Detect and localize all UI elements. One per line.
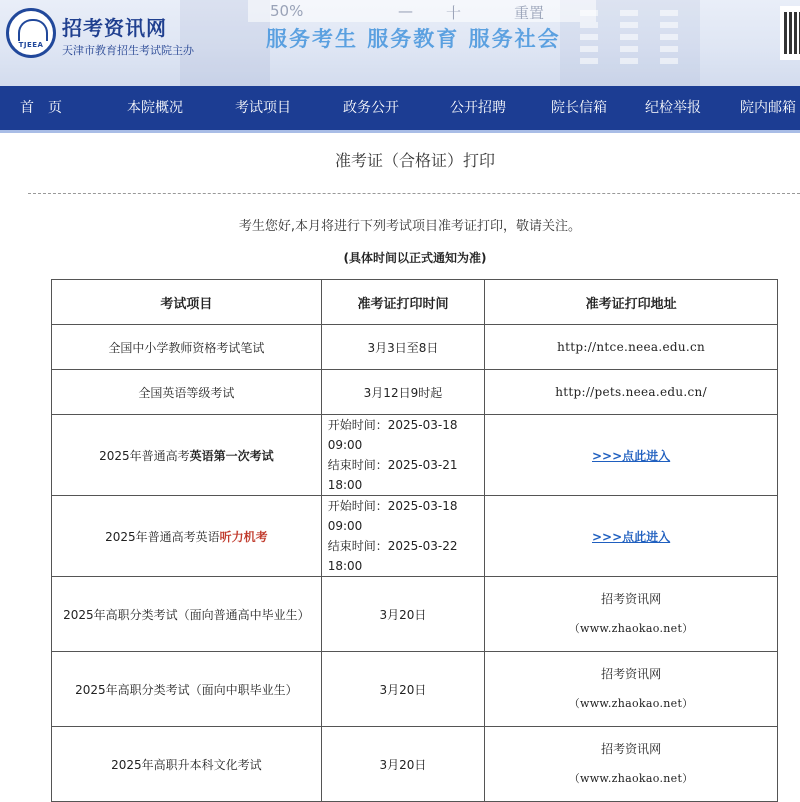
exam-name [52, 496, 322, 577]
zoom-reset-button[interactable]: 重置 [514, 4, 545, 22]
print-address [485, 496, 778, 577]
exam-name [52, 415, 322, 496]
table-row [52, 325, 778, 370]
exam-name-emphasis: 听力机考 [219, 529, 268, 544]
print-time: 3月20日 [321, 652, 484, 727]
print-time: 3月20日 [321, 727, 484, 802]
site-subtitle: 天津市教育招生考试院主办 [62, 44, 194, 57]
print-time: 3月12日9时起 [321, 370, 484, 415]
nav-item-government[interactable]: 政务公开 [343, 100, 399, 116]
time-start: 开始时间：2025-03-18 09:00 [327, 499, 458, 533]
table-row [52, 415, 778, 496]
logo-text: TJEEA [18, 41, 44, 49]
print-address: http://pets.neea.edu.cn/ [485, 370, 778, 415]
column-header-exam: 考试项目 [52, 280, 322, 325]
exam-name-emphasis: 英语第一次考试 [189, 448, 274, 463]
exam-name: 2025年高职分类考试（面向普通高中毕业生） [52, 577, 322, 652]
address-site-name: 招考资讯网 [601, 592, 662, 606]
enter-link[interactable]: >>>点此进入 [592, 529, 671, 544]
nav-item-mailbox[interactable]: 院长信箱 [551, 100, 607, 116]
print-time: 3月20日 [321, 577, 484, 652]
exam-name: 全国英语等级考试 [52, 370, 322, 415]
page-title: 准考证（合格证）打印 [334, 151, 495, 170]
table-header-row [52, 280, 778, 325]
address-site-url: （www.zhaokao.net） [568, 697, 694, 710]
address-site-name: 招考资讯网 [601, 667, 662, 681]
time-end: 结束时间：2025-03-22 18:00 [327, 539, 458, 573]
nav-item-recruitment[interactable]: 公开招聘 [450, 100, 506, 116]
site-logo-icon[interactable] [6, 8, 56, 58]
table-row [52, 652, 778, 727]
print-address [485, 652, 778, 727]
print-time [321, 496, 484, 577]
nav-item-home[interactable]: 首 页 [20, 100, 62, 116]
intro-text: 考生您好,本月将进行下列考试项目准考证打印，敬请关注。 [238, 219, 582, 234]
enter-link[interactable]: >>>点此进入 [592, 448, 671, 463]
qr-code-icon [780, 6, 800, 60]
print-address [485, 415, 778, 496]
print-address [485, 577, 778, 652]
print-time: 3月3日至8日 [321, 325, 484, 370]
address-site-url: （www.zhaokao.net） [568, 772, 694, 785]
nav-item-report[interactable]: 纪检举报 [645, 100, 701, 116]
exam-name: 2025年高职升本科文化考试 [52, 727, 322, 802]
exam-name: 全国中小学教师资格考试笔试 [52, 325, 322, 370]
site-name[interactable]: 招考资讯网 [62, 16, 167, 40]
column-header-time: 准考证打印时间 [321, 280, 484, 325]
table-row [52, 496, 778, 577]
exam-name: 2025年高职分类考试（面向中职毕业生） [52, 652, 322, 727]
site-header [0, 0, 800, 86]
exam-name-prefix: 2025年普通高考 [99, 448, 190, 463]
header-slogan: 服务考生 服务教育 服务社会 [266, 27, 561, 51]
print-address [485, 727, 778, 802]
exam-table [51, 279, 778, 802]
time-start: 开始时间：2025-03-18 09:00 [327, 418, 458, 452]
table-row [52, 727, 778, 802]
print-time [321, 415, 484, 496]
address-site-name: 招考资讯网 [601, 742, 662, 756]
time-end: 结束时间：2025-03-21 18:00 [327, 458, 458, 492]
address-site-url: （www.zhaokao.net） [568, 622, 694, 635]
schedule-note: (具体时间以正式通知为准) [343, 251, 487, 265]
column-header-address: 准考证打印地址 [485, 280, 778, 325]
main-nav [0, 86, 800, 133]
nav-item-email[interactable]: 院内邮箱 [740, 100, 796, 116]
title-divider [28, 193, 800, 194]
zoom-out-button[interactable]: — [398, 2, 413, 20]
zoom-in-button[interactable]: 十 [446, 4, 462, 22]
table-row [52, 577, 778, 652]
exam-name-prefix: 2025年普通高考英语 [105, 529, 220, 544]
zoom-percent: 50% [270, 2, 304, 20]
print-address: http://ntce.neea.edu.cn [485, 325, 778, 370]
nav-item-exams[interactable]: 考试项目 [235, 100, 291, 116]
zoom-control [248, 0, 596, 22]
table-row [52, 370, 778, 415]
nav-item-about[interactable]: 本院概况 [127, 100, 183, 116]
